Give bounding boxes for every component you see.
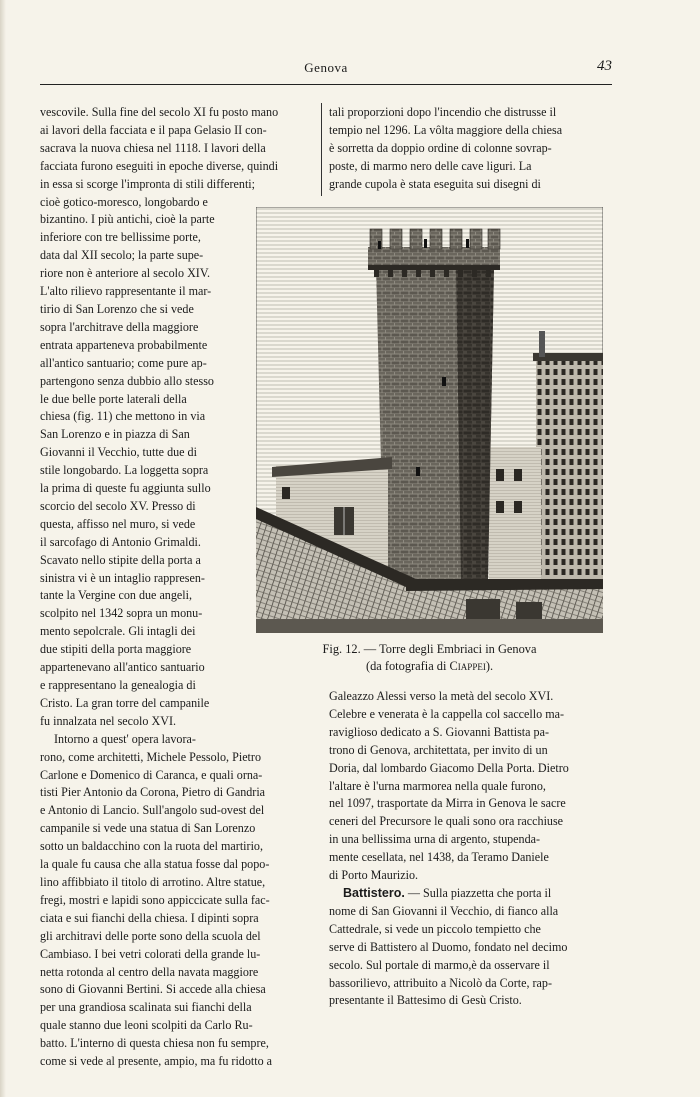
text-line: per una grandiosa scalinata sui fianchi della — [40, 1000, 252, 1015]
text-line: due stipiti della porta maggiore — [40, 642, 192, 657]
text-line: vescovile. Sulla fine del secolo XI fu posto mano — [40, 105, 279, 119]
text-line: tirio di San Lorenzo che si vede — [40, 301, 194, 316]
text-line: sinistra vi è un intaglio rappresen- — [40, 570, 205, 585]
text-line: mente cesellata, nel 1438, da Teramo Daniele — [329, 850, 549, 865]
tower-illustration — [256, 207, 603, 633]
text-line: ai lavori della facciata e il papa Gelasio II con- — [40, 122, 267, 137]
text-line: tante la Vergine con due angeli, — [40, 588, 193, 603]
text-line: raviglioso dedicato a S. Giovanni Battista pa- — [329, 724, 549, 739]
text-line: sotto un baldacchino con la ruota del martirio, — [40, 839, 263, 854]
text-line: nel 1097, trasportate da Mirra in Genova le sacre — [329, 796, 566, 811]
text-line: nome di San Giovanni il Vecchio, di fianco alla — [329, 903, 559, 918]
narrow-text-block — [40, 211, 246, 748]
text-line: riore non è anteriore al secolo XIV. — [40, 266, 211, 281]
text-line: stile longobardo. La loggetta sopra — [40, 463, 209, 478]
tower-engraving — [256, 207, 603, 633]
text-line: serve di Battistero al Duomo, fondato nel decimo — [329, 939, 568, 954]
text-line: campanile si vede una statua di San Lorenzo — [40, 821, 256, 836]
text-line: San Lorenzo e in piazza di San — [40, 427, 190, 442]
caption-prefix: (da fotografia di — [365, 659, 450, 673]
text-line: sacrava la nuova chiesa nel 1118. I lavori della — [40, 140, 266, 155]
text-line: poste, di marmo nero delle cave liguri. La — [329, 158, 532, 173]
photographer-name: Ciappei — [449, 659, 486, 673]
battistero-first-line — [329, 885, 612, 903]
text-line: batto. L'interno di questa chiesa non fu sempre, — [40, 1036, 269, 1051]
text-line: le due belle porte laterali della — [40, 391, 187, 406]
text-line: fu innalzata nel secolo XVI. — [40, 713, 177, 728]
text-line: Galeazzo Alessi verso la metà del secolo XVI. — [329, 689, 554, 703]
text-line: lino affibbiato il titolo di arrotino. Altre statue, — [40, 874, 266, 889]
text-line: fregi, mostri e lapidi sono appiccicate sulla fac- — [40, 892, 270, 907]
text-line: è sorretta da doppio ordine di colonne sovrap- — [329, 140, 552, 155]
text-line: netta rotonda al centro della navata maggiore — [40, 964, 259, 979]
text-line: rono, come architetti, Michele Pessolo, Pietro — [40, 749, 261, 764]
text-line: gli architravi delle porte sono della scuola del — [40, 928, 261, 943]
running-title: Genova — [304, 60, 348, 75]
text-line: Carlone e Domenico di Caranca, e quali orna- — [40, 767, 263, 782]
text-line: Scavato nello stipite della porta a — [40, 552, 201, 567]
text-line: Intorno a quest' opera lavora- — [54, 731, 196, 746]
text-line: grande cupola è stata eseguita sui disegni di — [329, 176, 541, 191]
text-line: Cattedrale, si vede un piccolo tempietto che — [329, 921, 541, 936]
text-line: secolo. Sul portale di marmo,è da osservare il — [329, 957, 550, 972]
text-line: ceneri del Precursore le quali sono ora racchiuse — [329, 814, 564, 829]
header-rule — [40, 84, 612, 85]
text-fragment: — Sulla piazzetta che porta il — [404, 885, 552, 900]
text-line: presentante il Battesimo di Gesù Cristo. — [329, 993, 522, 1008]
text-line: Cristo. La gran torre del campanile — [40, 695, 210, 710]
section-heading-battistero: Battistero. — [343, 885, 405, 900]
text-line: chiesa (fig. 11) che mettono in via — [40, 409, 206, 424]
text-line: ciata e sui fianchi della chiesa. I dipinti sopra — [40, 910, 259, 925]
text-line: Cambiaso. I bei vetri colorati della grande lu- — [40, 946, 261, 961]
text-line: L'alto rilievo rappresentante il mar- — [40, 284, 212, 299]
right-column-bottom — [329, 688, 612, 1010]
text-line: data dal XII secolo; la parte supe- — [40, 248, 204, 263]
column-divider — [321, 103, 322, 196]
caption-line: Fig. 12. — Torre degli Embriaci in Genova — [322, 642, 537, 656]
text-line: facciata furono eseguiti in epoche diverse, quindi — [40, 158, 279, 173]
text-line: all'antico santuario; come pure ap- — [40, 355, 207, 370]
page-header — [40, 58, 612, 82]
text-line: il sarcofago di Antonio Grimaldi. — [40, 534, 201, 549]
text-line: inferiore con tre bellissime porte, — [40, 230, 201, 245]
text-line: Doria, dal lombardo Giacomo Della Porta. Dietro — [329, 760, 569, 775]
text-line: di Porto Maurizio. — [329, 868, 419, 883]
text-line: sopra l'architrave della maggiore — [40, 319, 199, 334]
text-line: tisti Pier Antonio da Corona, Pietro di Gandria — [40, 785, 266, 800]
text-line: scorcio del secolo XV. Presso di — [40, 498, 196, 513]
right-column-top — [329, 104, 612, 194]
text-line: in una bellissima urna di argento, stupenda- — [329, 832, 541, 847]
text-line: appartenevano all'antico santuario — [40, 660, 205, 675]
text-line: tali proporzioni dopo l'incendio che distrusse il — [329, 105, 557, 119]
text-line: trono di Genova, architettata, per invito di un — [329, 742, 548, 757]
text-line: l'altare è l'urna marmorea nella quale furono, — [329, 778, 546, 793]
text-line: mento sepolcrale. Gli intagli dei — [40, 624, 196, 639]
page-edge — [0, 0, 6, 1097]
text-line: in essa si scorge l'impronta di stili differenti; — [40, 176, 256, 191]
text-line: scolpito nel 1342 sopra un monu- — [40, 606, 203, 621]
caption-source — [256, 658, 603, 675]
text-line: Giovanni il Vecchio, tutte due di — [40, 445, 197, 460]
text-line: cioè gotico-moresco, longobardo e — [40, 194, 208, 209]
text-line: partengono senza dubbio allo stesso — [40, 373, 214, 388]
caption-suffix: ). — [485, 659, 494, 673]
figure-caption — [256, 641, 603, 675]
text-line: questa, affisso nel muro, si vede — [40, 516, 196, 531]
text-line: la prima di queste fu aggiunta sullo — [40, 481, 211, 496]
page-number: 43 — [597, 58, 612, 74]
text-line: la quale fu causa che alla statua fosse dal popo- — [40, 857, 270, 872]
text-line: sono di Giovanni Bertini. Si accede alla chiesa — [40, 982, 266, 997]
text-line: bassorilievo, attribuito a Nicolò da Corte, rap- — [329, 975, 553, 990]
text-line: bizantino. I più antichi, cioè la parte — [40, 212, 215, 227]
text-line: Celebre e venerata è la cappella col saccello ma- — [329, 706, 565, 721]
text-line: e Antonio di Lancio. Sull'angolo sud-ovest del — [40, 803, 265, 818]
text-line: come si vede al presente, ampio, ma fu ridotto a — [40, 1054, 273, 1069]
text-line: e rappresentano la genealogia di — [40, 678, 196, 692]
text-line: quale stanno due leoni scolpiti da Carlo Ru- — [40, 1018, 253, 1033]
text-line: tempio nel 1296. La vôlta maggiore della chiesa — [329, 122, 563, 137]
text-line: entrata apparteneva probabilmente — [40, 337, 208, 352]
